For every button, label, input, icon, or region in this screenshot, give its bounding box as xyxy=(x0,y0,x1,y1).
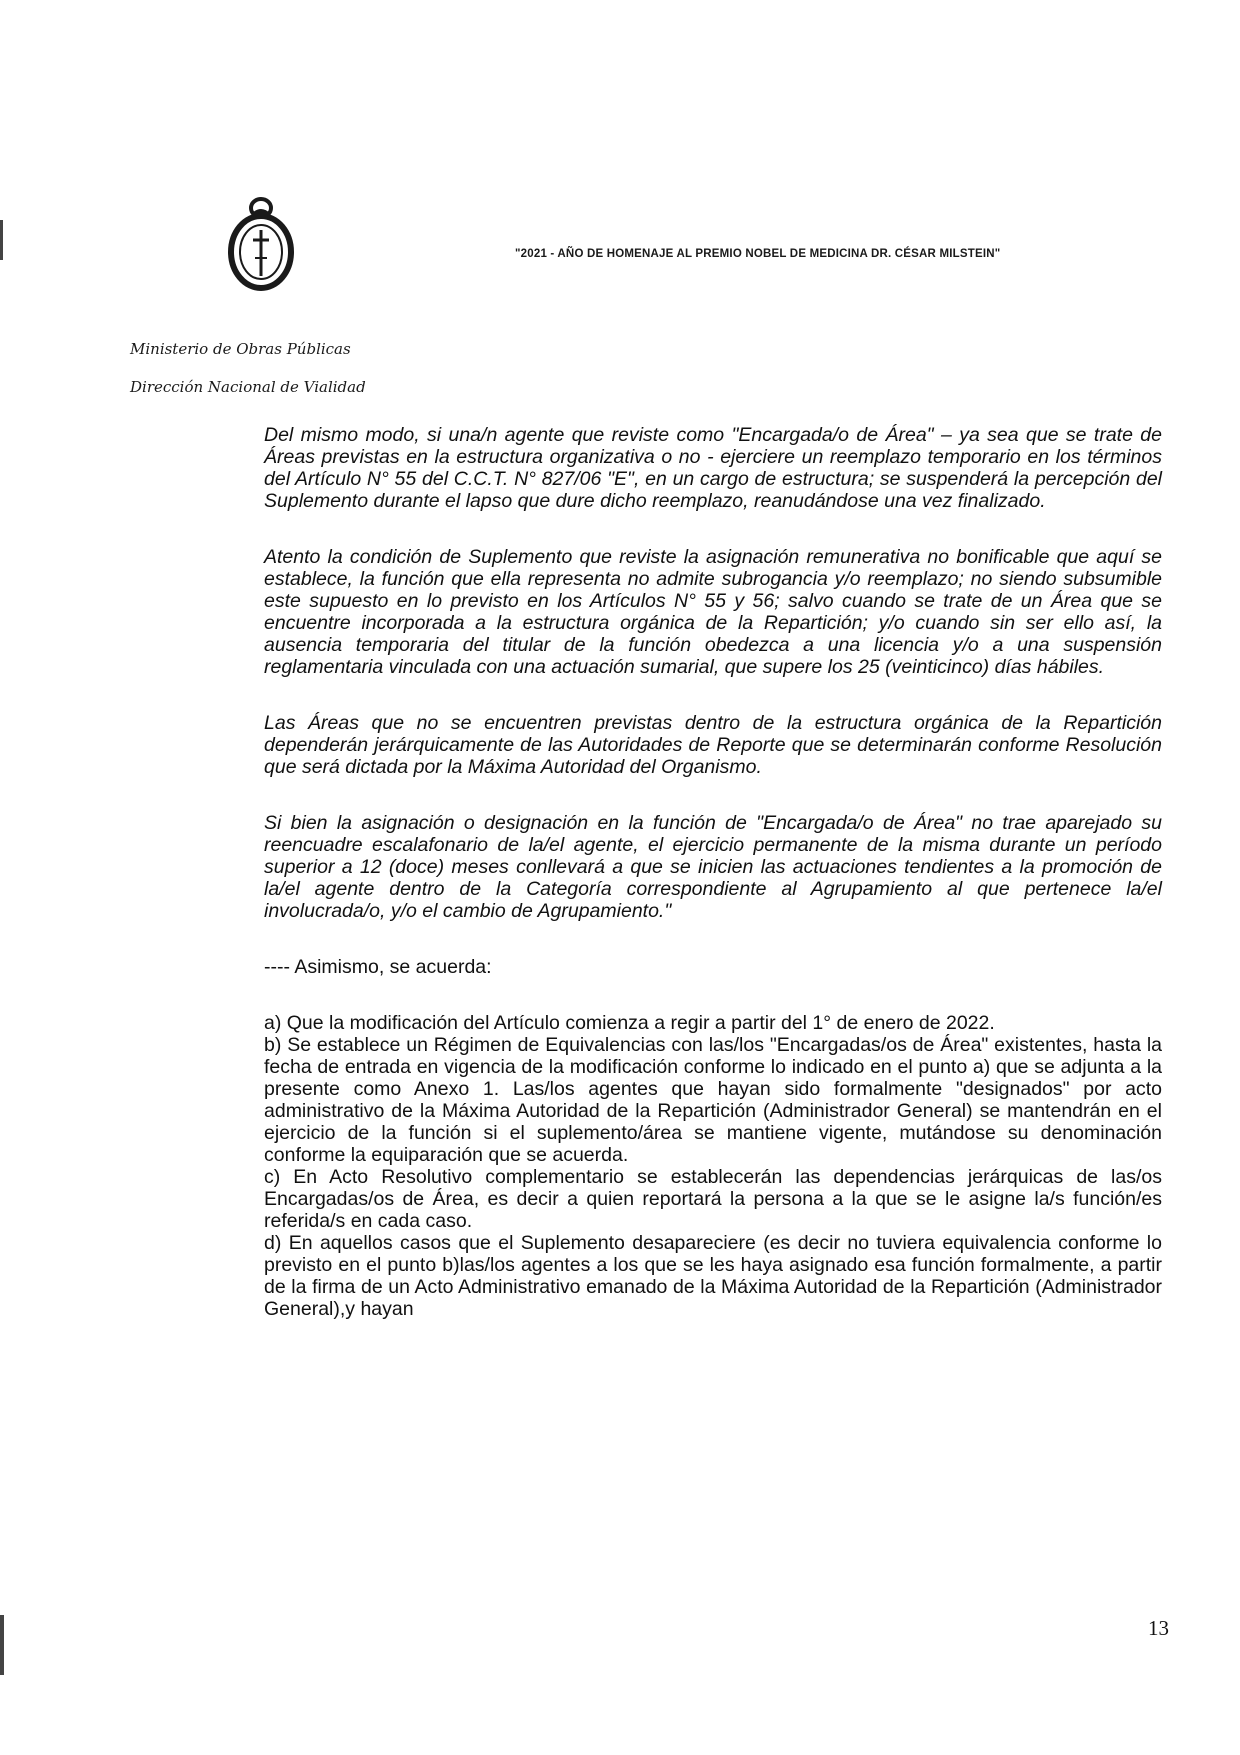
argentine-coat-of-arms-icon xyxy=(224,192,298,294)
paragraph-1: Del mismo modo, si una/n agente que reviste como "Encargada/o de Área" – ya sea que se trate de Áreas previstas en la estructura organizativa o no - ejerciere un reemplazo temporario en los términos del Artículo N° 55 del C.C.T. N° 827/06 "E", en un cargo de estructura; se suspenderá la percepción del Suplemento durante el lapso que dure dicho reemplazo, reanudándose una vez finalizado. xyxy=(264,424,1162,512)
agreement-item-c: c) En Acto Resolutivo complementario se establecerán las dependencias jerárquicas de las/os Encargadas/os de Área, es decir a quien reportará la persona a la que se le asigne la/s función/es referida/s en cada caso. xyxy=(264,1166,1162,1232)
year-motto: "2021 - AÑO DE HOMENAJE AL PREMIO NOBEL DE MEDICINA DR. CÉSAR MILSTEIN" xyxy=(515,248,1001,260)
paragraph-2: Atento la condición de Suplemento que reviste la asignación remunerativa no bonificable que aquí se establece, la función que ella representa no admite subrogancia y/o reemplazo; no siendo subsumible este supuesto en lo previsto en los Artículos N° 55 y 56; salvo cuando se trate de un Área que se encuentre incorporada a la estructura orgánica de la Repartición; y/o cuando sin ser ello así, la ausencia temporaria del titular de la función obedezca a una licencia y/o a una suspensión reglamentaria vinculada con una actuación sumarial, que supere los 25 (veinticinco) días hábiles. xyxy=(264,546,1162,678)
page-number: 13 xyxy=(1148,1616,1169,1640)
directorate-name: Dirección Nacional de Vialidad xyxy=(130,378,366,396)
scan-edge-mark xyxy=(0,1615,4,1675)
agreement-intro: ---- Asimismo, se acuerda: xyxy=(264,956,492,978)
ministry-name: Ministerio de Obras Públicas xyxy=(130,340,351,358)
scan-edge-mark xyxy=(0,220,3,260)
document-body xyxy=(264,424,1162,1320)
agreement-item-a: a) Que la modificación del Artículo comienza a regir a partir del 1° de enero de 2022. xyxy=(264,1012,995,1034)
agreement-item-d: d) En aquellos casos que el Suplemento desapareciere (es decir no tuviera equivalencia conforme lo previsto en el punto b)las/los agentes a los que se les haya asignado esa función formalmente, a partir de la firma de un Acto Administrativo emanado de la Máxima Autoridad de la Repartición (Administrador General),y hayan xyxy=(264,1232,1162,1320)
paragraph-3: Las Áreas que no se encuentren previstas dentro de la estructura orgánica de la Repartición dependerán jerárquicamente de las Autoridades de Reporte que se determinarán conforme Resolución que será dictada por la Máxima Autoridad del Organismo. xyxy=(264,712,1162,778)
paragraph-4: Si bien la asignación o designación en la función de "Encargada/o de Área" no trae aparejado su reencuadre escalafonario de la/el agente, el ejercicio permanente de la misma durante un período superior a 12 (doce) meses conllevará a que se inicien las actuaciones tendientes a la promoción de la/el agente dentro de la Categoría correspondiente al Agrupamiento al que pertenece la/el involucrada/o, y/o el cambio de Agrupamiento." xyxy=(264,812,1162,922)
ministry-letterhead xyxy=(130,330,450,406)
agreement-item-b: b) Se establece un Régimen de Equivalencias con las/los "Encargadas/os de Área" existentes, hasta la fecha de entrada en vigencia de la modificación conforme lo indicado en el punto a) que se adjunta a la presente como Anexo 1. Las/los agentes que hayan sido formalmente "designados" por acto administrativo de la Máxima Autoridad de la Repartición (Administrador General) se mantendrán en el ejercicio de la función si el suplemento/área se mantiene vigente, mutándose su denominación conforme la equiparación que se acuerda. xyxy=(264,1034,1162,1166)
